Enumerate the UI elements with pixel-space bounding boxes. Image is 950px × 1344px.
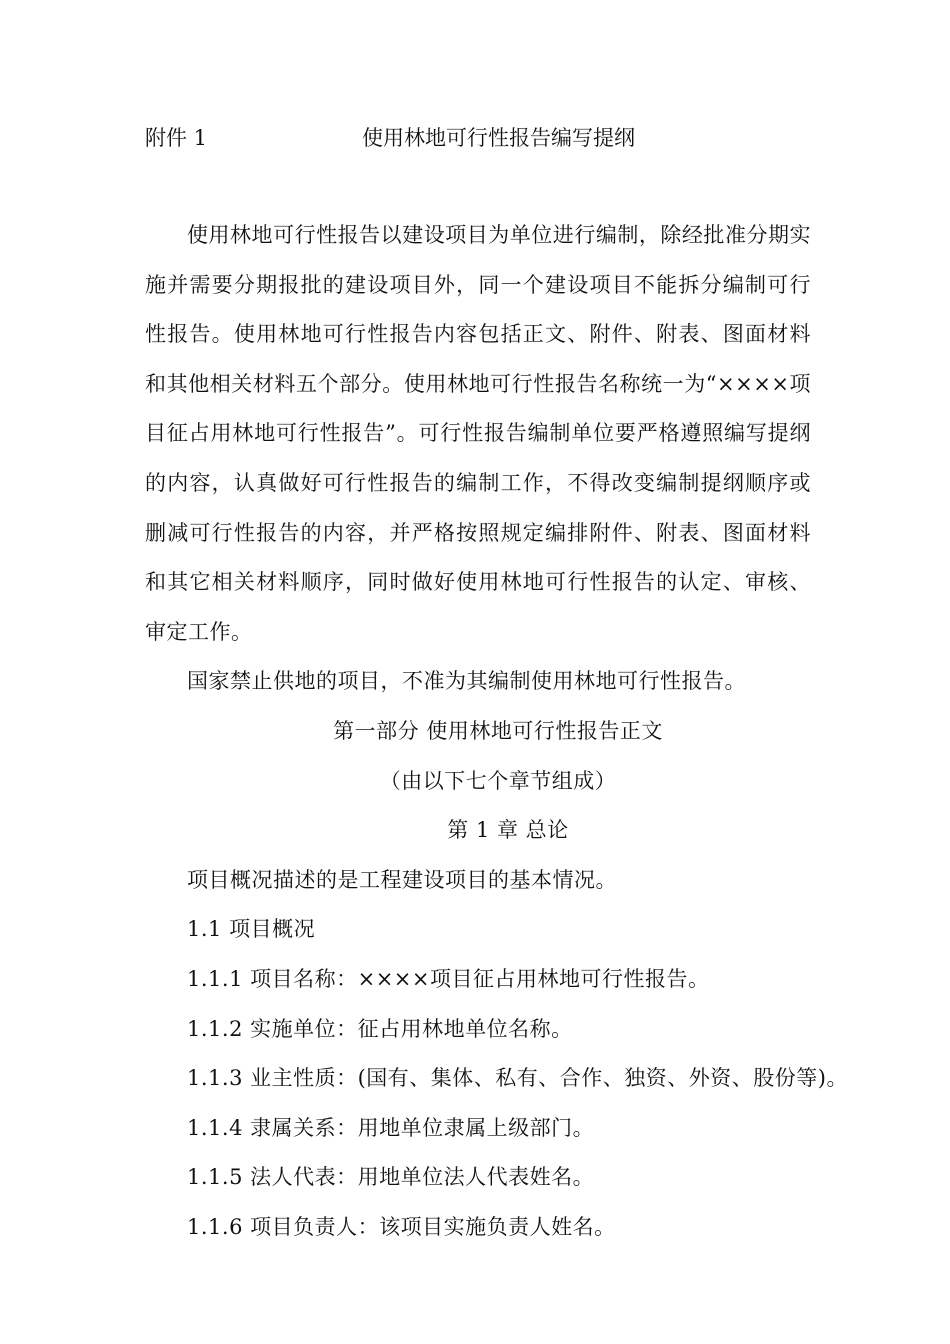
document-header — [145, 122, 825, 154]
intro-paragraph: 使用林地可行性报告以建设项目为单位进行编制，除经批准分期实施并需要分期报批的建设项目外，同一个建设项目不能拆分编制可行性报告。使用林地可行性报告内容包括正文、附件、附表、图面材料和其他相关材料五个部分。使用林地可行性报告名称统一为“××××项目征占用林地可行性报告”。可行性报告编制单位要严格遵照编写提纲的内容，认真做好可行性报告的编制工作，不得改变编制提纲顺序或删减可行性报告的内容，并严格按照规定编排附件、附表、图面材料和其它相关材料顺序，同时做好使用林地可行性报告的认定、审核、审定工作。 — [145, 223, 811, 644]
list-item: 1.1.4 隶属关系：用地单位隶属上级部门。 — [187, 1115, 595, 1140]
section-heading: 1.1 项目概况 — [187, 917, 316, 942]
part-one-subtitle: （由以下七个章节组成） — [379, 768, 617, 793]
part-one-title: 第一部分 使用林地可行性报告正文 — [333, 718, 663, 743]
document-title: 使用林地可行性报告编写提纲 — [362, 126, 635, 150]
chapter-1-title: 第 1 章 总论 — [447, 818, 569, 843]
prohibition-paragraph: 国家禁止供地的项目，不准为其编制使用林地可行性报告。 — [187, 669, 746, 694]
list-item: 1.1.2 实施单位：征占用林地单位名称。 — [187, 1016, 573, 1041]
list-item: 1.1.6 项目负责人：该项目实施负责人姓名。 — [187, 1214, 616, 1239]
attachment-label: 附件 1 — [145, 126, 208, 150]
list-item: 1.1.5 法人代表：用地单位法人代表姓名。 — [187, 1165, 595, 1190]
chapter-1-description: 项目概况描述的是工程建设项目的基本情况。 — [187, 867, 617, 892]
document-body — [145, 211, 848, 1252]
list-item: 1.1.3 业主性质：(国有、集体、私有、合作、独资、外资、股份等)。 — [187, 1066, 848, 1091]
list-item: 1.1.1 项目名称：××××项目征占用林地可行性报告。 — [187, 966, 710, 991]
